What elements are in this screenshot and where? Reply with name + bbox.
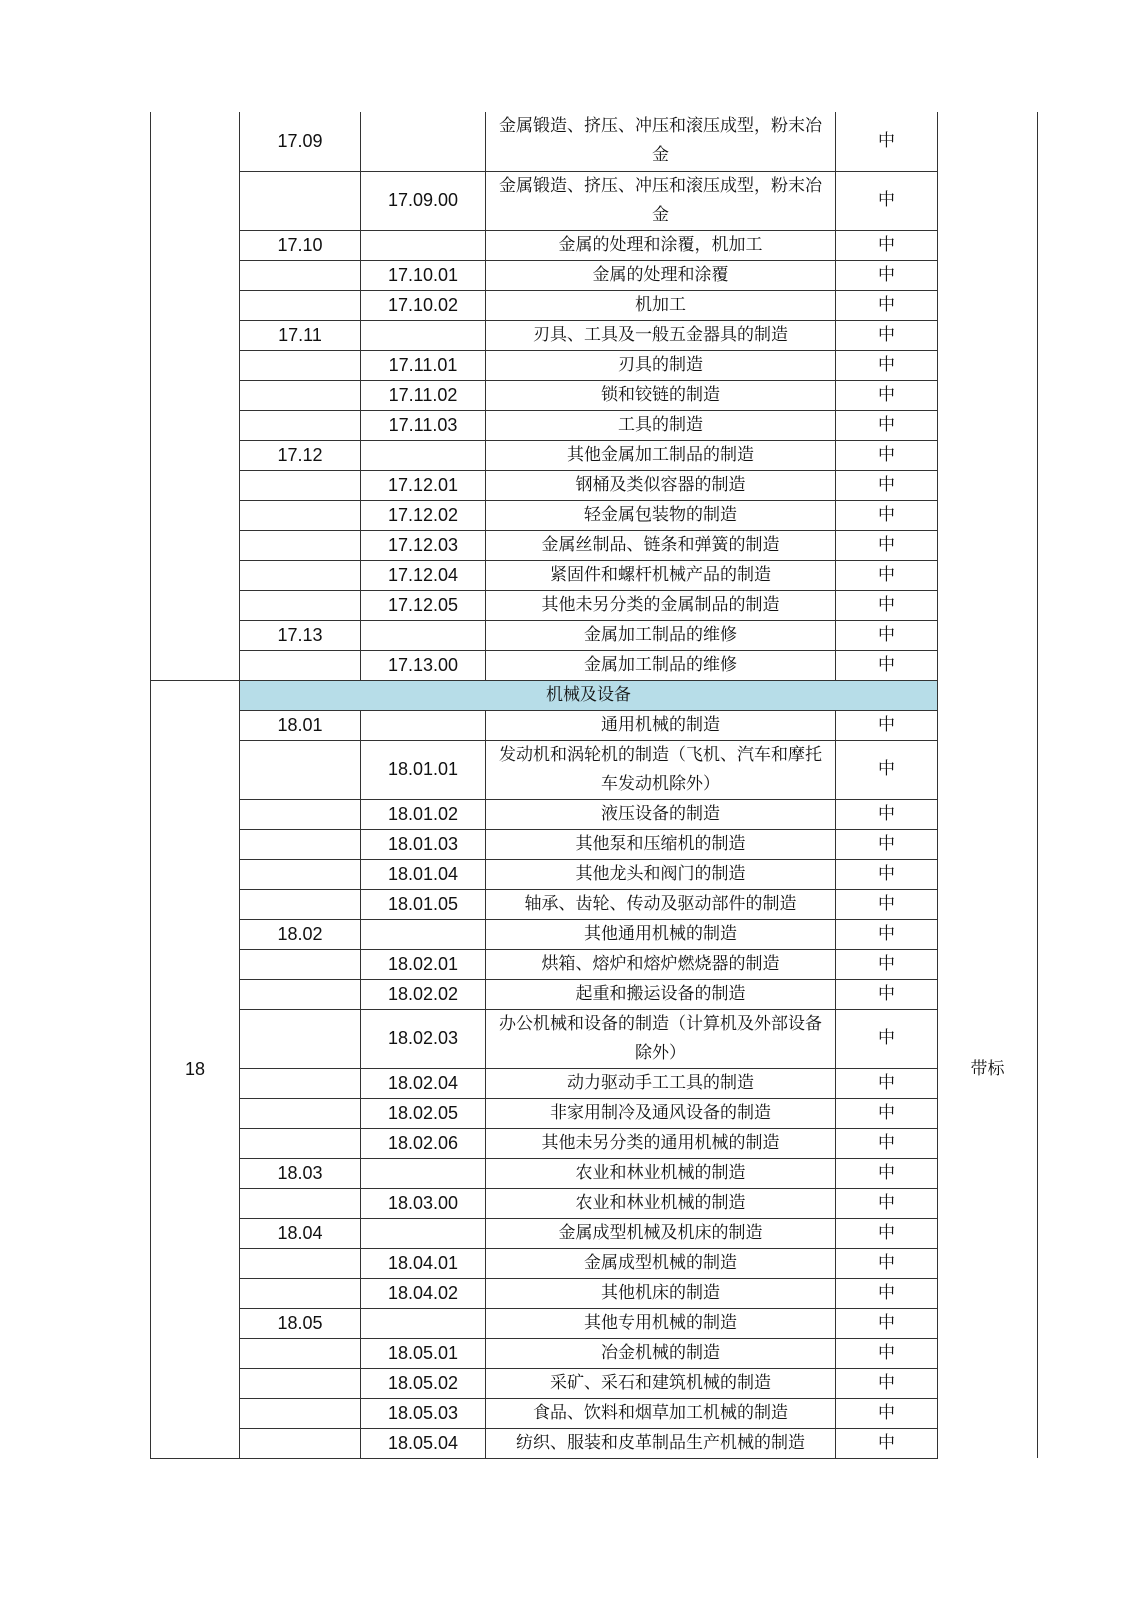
item-name <box>486 859 836 889</box>
table-row <box>151 889 1038 919</box>
item-name <box>486 799 836 829</box>
group-code <box>240 260 361 290</box>
group-code: 17.09 <box>240 112 361 171</box>
item-name <box>486 380 836 410</box>
section-code: 18 <box>151 680 240 1458</box>
item-name <box>486 979 836 1009</box>
table-row <box>151 470 1038 500</box>
sub-code: 18.03.00 <box>361 1188 486 1218</box>
risk-level: 中 <box>836 1278 938 1308</box>
section-note: 带标 <box>938 680 1038 1458</box>
item-name-text: 紧固件和螺杆机械产品的制造 <box>550 564 771 585</box>
group-code: 18.02 <box>240 919 361 949</box>
sub-code: 17.13.00 <box>361 650 486 680</box>
risk-level: 中 <box>836 1308 938 1338</box>
item-name-text: 金属成型机械及机床的制造 <box>558 1222 763 1243</box>
sub-code: 17.11.02 <box>361 380 486 410</box>
item-name-text: 采矿、采石和建筑机械的制造 <box>550 1372 771 1393</box>
item-name <box>486 1248 836 1278</box>
table-row <box>151 290 1038 320</box>
sub-code: 18.02.04 <box>361 1068 486 1098</box>
item-name <box>486 1098 836 1128</box>
group-code <box>240 1338 361 1368</box>
risk-level: 中 <box>836 1218 938 1248</box>
table-row <box>151 1158 1038 1188</box>
item-name-text: 其他通用机械的制造 <box>584 923 737 944</box>
item-name-text: 金属丝制品、链条和弹簧的制造 <box>541 534 780 555</box>
risk-level: 中 <box>836 1398 938 1428</box>
risk-level: 中 <box>836 290 938 320</box>
sub-code: 17.12.01 <box>361 470 486 500</box>
group-code <box>240 740 361 799</box>
table-row <box>151 1278 1038 1308</box>
item-name-text: 烘箱、熔炉和熔炉燃烧器的制造 <box>541 953 780 974</box>
risk-level: 中 <box>836 112 938 171</box>
table-row <box>151 1308 1038 1338</box>
group-code <box>240 410 361 440</box>
item-name <box>486 1398 836 1428</box>
item-name-text: 液压设备的制造 <box>601 803 720 824</box>
item-name <box>486 919 836 949</box>
sub-code: 17.10.02 <box>361 290 486 320</box>
classification-table <box>150 112 1038 1459</box>
item-name <box>486 470 836 500</box>
group-code: 18.01 <box>240 710 361 740</box>
sub-code <box>361 1308 486 1338</box>
group-code <box>240 949 361 979</box>
risk-level: 中 <box>836 230 938 260</box>
item-name <box>486 171 836 230</box>
group-code: 18.04 <box>240 1218 361 1248</box>
item-name-text: 其他龙头和阀门的制造 <box>575 863 746 884</box>
item-name <box>486 1188 836 1218</box>
risk-level: 中 <box>836 710 938 740</box>
group-code <box>240 590 361 620</box>
table-row <box>151 530 1038 560</box>
group-code <box>240 560 361 590</box>
table-row <box>151 410 1038 440</box>
group-code <box>240 290 361 320</box>
risk-level: 中 <box>836 949 938 979</box>
item-name <box>486 949 836 979</box>
sub-code: 18.02.01 <box>361 949 486 979</box>
table-row <box>151 710 1038 740</box>
table-row <box>151 949 1038 979</box>
group-code <box>240 1188 361 1218</box>
item-name-text: 通用机械的制造 <box>601 714 720 735</box>
item-name <box>486 1068 836 1098</box>
item-name <box>486 1368 836 1398</box>
sub-code: 18.01.04 <box>361 859 486 889</box>
table-row <box>151 260 1038 290</box>
group-code <box>240 859 361 889</box>
table-row <box>151 440 1038 470</box>
item-name-text: 金属成型机械的制造 <box>584 1252 737 1273</box>
sub-code: 17.12.02 <box>361 500 486 530</box>
risk-level: 中 <box>836 1248 938 1278</box>
risk-level: 中 <box>836 350 938 380</box>
group-code <box>240 1068 361 1098</box>
item-name-text: 钢桶及类似容器的制造 <box>575 474 746 495</box>
item-name-text: 发动机和涡轮机的制造（飞机、汽车和摩托车发动机除外） <box>499 744 822 794</box>
item-name <box>486 260 836 290</box>
group-code <box>240 1368 361 1398</box>
group-code: 18.05 <box>240 1308 361 1338</box>
section-title: 机械及设备 <box>240 680 938 710</box>
item-name <box>486 112 836 171</box>
item-name-text: 金属锻造、挤压、冲压和滚压成型，粉末冶金 <box>499 116 822 166</box>
group-code <box>240 1098 361 1128</box>
table-row <box>151 560 1038 590</box>
item-name-text: 非家用制冷及通风设备的制造 <box>550 1102 771 1123</box>
group-code <box>240 500 361 530</box>
item-name <box>486 440 836 470</box>
table-row <box>151 1009 1038 1068</box>
item-name <box>486 350 836 380</box>
item-name <box>486 829 836 859</box>
table-row <box>151 1248 1038 1278</box>
sub-code <box>361 230 486 260</box>
table-row <box>151 829 1038 859</box>
risk-level: 中 <box>836 410 938 440</box>
item-name <box>486 1158 836 1188</box>
table-row <box>151 112 1038 171</box>
sub-code: 17.12.04 <box>361 560 486 590</box>
item-name-text: 锁和铰链的制造 <box>601 384 720 405</box>
risk-level: 中 <box>836 799 938 829</box>
risk-level: 中 <box>836 1158 938 1188</box>
sub-code: 18.04.02 <box>361 1278 486 1308</box>
group-code <box>240 350 361 380</box>
sub-code: 18.02.05 <box>361 1098 486 1128</box>
risk-level: 中 <box>836 171 938 230</box>
group-code <box>240 979 361 1009</box>
group-code <box>240 1248 361 1278</box>
item-name-text: 办公机械和设备的制造（计算机及外部设备除外） <box>499 1013 822 1063</box>
item-name-text: 机加工 <box>635 294 686 315</box>
risk-level: 中 <box>836 1068 938 1098</box>
sub-code: 18.01.05 <box>361 889 486 919</box>
table-row <box>151 1188 1038 1218</box>
table-row <box>151 1428 1038 1458</box>
sub-code <box>361 919 486 949</box>
group-code <box>240 1398 361 1428</box>
item-name <box>486 590 836 620</box>
risk-level: 中 <box>836 889 938 919</box>
table-row <box>151 380 1038 410</box>
item-name-text: 农业和林业机械的制造 <box>575 1162 746 1183</box>
sub-code: 18.05.03 <box>361 1398 486 1428</box>
item-name-text: 农业和林业机械的制造 <box>575 1192 746 1213</box>
risk-level: 中 <box>836 859 938 889</box>
sub-code: 18.02.06 <box>361 1128 486 1158</box>
item-name-text: 轴承、齿轮、传动及驱动部件的制造 <box>524 893 797 914</box>
risk-level: 中 <box>836 590 938 620</box>
group-code: 18.03 <box>240 1158 361 1188</box>
risk-level: 中 <box>836 1338 938 1368</box>
section-code-cell <box>151 112 240 680</box>
sub-code <box>361 710 486 740</box>
table-row <box>151 590 1038 620</box>
sub-code: 17.09.00 <box>361 171 486 230</box>
risk-level: 中 <box>836 380 938 410</box>
sub-code: 18.01.01 <box>361 740 486 799</box>
table-row <box>151 799 1038 829</box>
risk-level: 中 <box>836 979 938 1009</box>
item-name <box>486 290 836 320</box>
table-row <box>151 1128 1038 1158</box>
sub-code <box>361 1218 486 1248</box>
sub-code <box>361 320 486 350</box>
risk-level: 中 <box>836 1098 938 1128</box>
risk-level: 中 <box>836 620 938 650</box>
group-code: 17.12 <box>240 440 361 470</box>
group-code: 17.10 <box>240 230 361 260</box>
item-name <box>486 1218 836 1248</box>
risk-level: 中 <box>836 260 938 290</box>
item-name-text: 食品、饮料和烟草加工机械的制造 <box>533 1402 788 1423</box>
table-row <box>151 350 1038 380</box>
item-name-text: 动力驱动手工工具的制造 <box>567 1072 754 1093</box>
risk-level: 中 <box>836 1128 938 1158</box>
risk-level: 中 <box>836 1188 938 1218</box>
item-name <box>486 320 836 350</box>
table-row <box>151 1218 1038 1248</box>
item-name-text: 其他未另分类的金属制品的制造 <box>541 594 780 615</box>
item-name <box>486 530 836 560</box>
group-code <box>240 1009 361 1068</box>
item-name-text: 刃具、工具及一般五金器具的制造 <box>533 324 788 345</box>
table-row <box>151 859 1038 889</box>
item-name-text: 纺织、服装和皮革制品生产机械的制造 <box>516 1432 805 1453</box>
sub-code: 17.12.03 <box>361 530 486 560</box>
risk-level: 中 <box>836 1428 938 1458</box>
sub-code <box>361 1158 486 1188</box>
group-code: 17.13 <box>240 620 361 650</box>
table-row <box>151 1398 1038 1428</box>
item-name <box>486 889 836 919</box>
group-code <box>240 650 361 680</box>
risk-level: 中 <box>836 829 938 859</box>
table-row <box>151 650 1038 680</box>
item-name-text: 起重和搬运设备的制造 <box>575 983 746 1004</box>
item-name <box>486 560 836 590</box>
risk-level: 中 <box>836 919 938 949</box>
item-name-text: 其他泵和压缩机的制造 <box>575 833 746 854</box>
sub-code: 18.01.03 <box>361 829 486 859</box>
risk-level: 中 <box>836 560 938 590</box>
group-code <box>240 1428 361 1458</box>
item-name-text: 冶金机械的制造 <box>601 1342 720 1363</box>
item-name-text: 其他机床的制造 <box>601 1282 720 1303</box>
risk-level: 中 <box>836 740 938 799</box>
item-name <box>486 710 836 740</box>
item-name <box>486 230 836 260</box>
sub-code: 18.02.03 <box>361 1009 486 1068</box>
group-code <box>240 799 361 829</box>
sub-code: 18.02.02 <box>361 979 486 1009</box>
sub-code: 18.05.04 <box>361 1428 486 1458</box>
table-row <box>151 620 1038 650</box>
risk-level: 中 <box>836 320 938 350</box>
group-code <box>240 470 361 500</box>
item-name <box>486 1308 836 1338</box>
item-name <box>486 1128 836 1158</box>
table-row <box>151 740 1038 799</box>
risk-level: 中 <box>836 1009 938 1068</box>
table-row <box>151 1338 1038 1368</box>
table-row <box>151 1098 1038 1128</box>
sub-code: 18.04.01 <box>361 1248 486 1278</box>
table-row <box>151 171 1038 230</box>
item-name-text: 其他未另分类的通用机械的制造 <box>541 1132 780 1153</box>
section-header-row <box>151 680 1038 710</box>
item-name <box>486 650 836 680</box>
item-name <box>486 740 836 799</box>
group-code <box>240 171 361 230</box>
item-name <box>486 1338 836 1368</box>
item-name <box>486 1278 836 1308</box>
group-code <box>240 530 361 560</box>
item-name-text: 金属锻造、挤压、冲压和滚压成型，粉末冶金 <box>499 175 822 225</box>
item-name-text: 工具的制造 <box>618 414 703 435</box>
item-name-text: 轻金属包装物的制造 <box>584 504 737 525</box>
risk-level: 中 <box>836 530 938 560</box>
table-row <box>151 1068 1038 1098</box>
item-name-text: 金属的处理和涂覆 <box>592 264 729 285</box>
item-name-text: 刃具的制造 <box>618 354 703 375</box>
item-name <box>486 1428 836 1458</box>
sub-code: 17.12.05 <box>361 590 486 620</box>
section-note-cell <box>938 112 1038 680</box>
risk-level: 中 <box>836 650 938 680</box>
sub-code <box>361 620 486 650</box>
item-name-text: 其他专用机械的制造 <box>584 1312 737 1333</box>
sub-code: 18.05.01 <box>361 1338 486 1368</box>
sub-code: 17.10.01 <box>361 260 486 290</box>
group-code <box>240 1278 361 1308</box>
risk-level: 中 <box>836 1368 938 1398</box>
item-name-text: 金属加工制品的维修 <box>584 624 737 645</box>
table-row <box>151 500 1038 530</box>
group-code <box>240 829 361 859</box>
sub-code <box>361 112 486 171</box>
item-name-text: 其他金属加工制品的制造 <box>567 444 754 465</box>
sub-code: 17.11.03 <box>361 410 486 440</box>
item-name <box>486 410 836 440</box>
table-row <box>151 320 1038 350</box>
group-code: 17.11 <box>240 320 361 350</box>
risk-level: 中 <box>836 500 938 530</box>
table-row <box>151 979 1038 1009</box>
item-name <box>486 1009 836 1068</box>
risk-level: 中 <box>836 440 938 470</box>
sub-code: 17.11.01 <box>361 350 486 380</box>
item-name <box>486 500 836 530</box>
item-name-text: 金属的处理和涂覆，机加工 <box>558 234 763 255</box>
table-row <box>151 1368 1038 1398</box>
item-name <box>486 620 836 650</box>
sub-code: 18.05.02 <box>361 1368 486 1398</box>
sub-code <box>361 440 486 470</box>
risk-level: 中 <box>836 470 938 500</box>
group-code <box>240 889 361 919</box>
table-row <box>151 230 1038 260</box>
sub-code: 18.01.02 <box>361 799 486 829</box>
item-name-text: 金属加工制品的维修 <box>584 654 737 675</box>
table-row <box>151 919 1038 949</box>
group-code <box>240 380 361 410</box>
group-code <box>240 1128 361 1158</box>
